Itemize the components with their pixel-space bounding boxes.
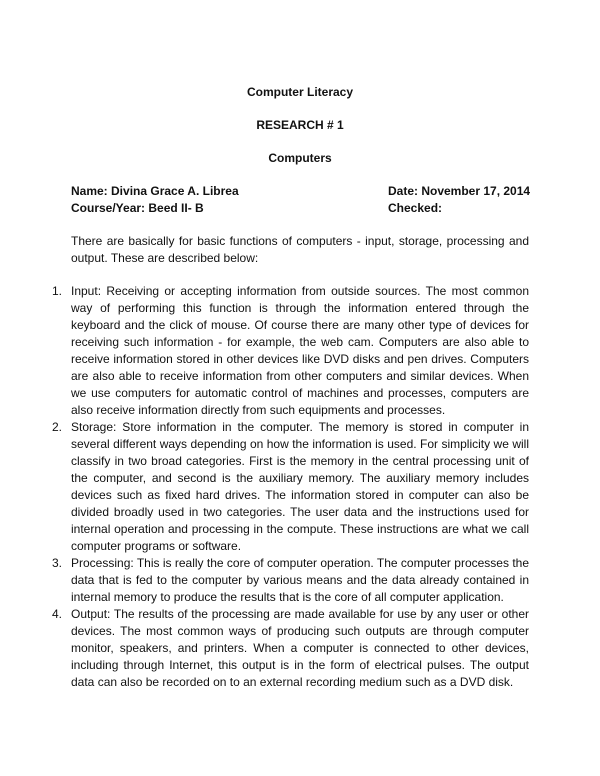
list-item-storage (52, 419, 529, 555)
student-name: Name: Divina Grace A. Librea (71, 184, 239, 198)
intro-paragraph: There are basically for basic functions of computers - input, storage, processing and output. These are described below: (71, 234, 529, 265)
list-item-text: Output: The results of the processing are made available for use by any user or other devices. The most common ways of producing such outputs are through computer monitor, speakers, and printers. When a computer is connected to other devices, including through Internet, this output is in the form of electrical pulses. The output data can also be recorded on to an external recording medium such as a DVD disk. (71, 607, 529, 689)
course-year: Course/Year: Beed II- B (71, 201, 204, 215)
functions-list (52, 283, 529, 691)
list-item-number: 2. (52, 420, 63, 434)
list-item-number: 1. (52, 284, 63, 298)
list-item-number: 4. (52, 607, 63, 621)
submission-date: Date: November 17, 2014 (388, 184, 531, 198)
document-subtitle: RESEARCH # 1 (256, 118, 344, 132)
document-title: Computer Literacy (246, 85, 354, 99)
list-item-number: 3. (52, 556, 63, 570)
list-item-input (52, 283, 529, 419)
list-item-text: Processing: This is really the core of computer operation. The computer processes the data that is fed to the computer by various means and the data already contained in internal memory to produce the results that is the core of all computer application. (71, 556, 529, 604)
list-item-processing (52, 555, 529, 606)
list-item-text: Input: Receiving or accepting information from outside sources. The most common way of performing this function is through the information entered through the keyboard and the click of mouse. Of course there are many other type of devices for receiving such information - for example, the web cam. Computers are also able to receive information stored in other devices like DVD disks and pen drives. Computers are also able to receive information from other computers and similar devices. When we use computers for automatic control of machines and processes, computers are also receive information directly from such equipments and processes. (71, 284, 529, 417)
list-item-text: Storage: Store information in the computer. The memory is stored in computer in several different ways depending on how the information is used. For simplicity we will classify in two broad categories. First is the memory in the central processing unit of the computer, and second is the auxiliary memory. The auxiliary memory includes devices such as fixed hard drives. The information stored in computer can also be divided broadly used in two categories. The user data and the instructions used for internal operation and processing in the compute. These instructions are what we call computer programs or software. (71, 420, 529, 553)
checked-label: Checked: (388, 201, 443, 215)
list-item-output (52, 606, 529, 691)
document-topic: Computers (268, 151, 332, 165)
